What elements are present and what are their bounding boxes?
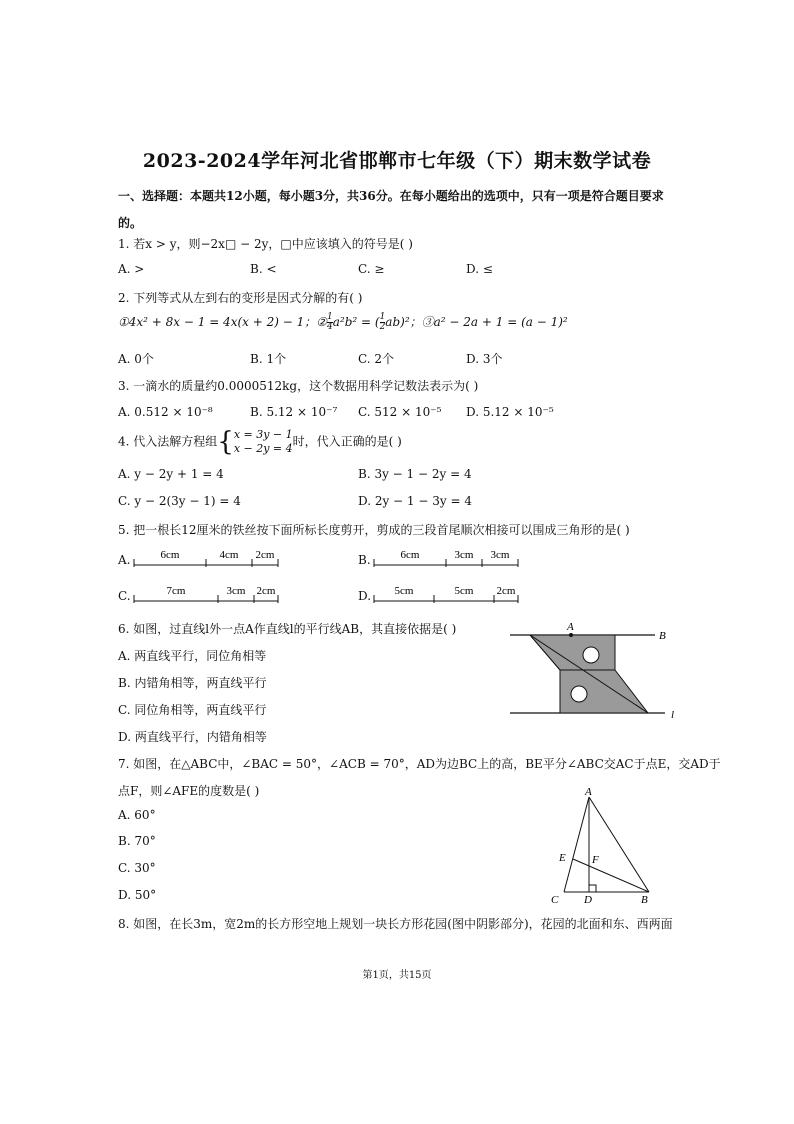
q2-option-a: A. 0个 (118, 352, 154, 366)
q7-figure (545, 785, 665, 910)
q5d-seg2: 5cm (454, 585, 474, 597)
q7-option-d: D. 50° (118, 888, 157, 902)
question-6-stem: 6. 如图，过直线l外一点A作直线l的平行线AB，其直接依据是( ) (118, 622, 457, 636)
q5-label-a: A. (118, 553, 131, 567)
q2-expr-2b: ab)²； (385, 315, 422, 329)
q5c-seg3: 2cm (256, 585, 276, 597)
q4-option-b: B. 3y − 1 − 2y = 4 (358, 467, 472, 481)
q5-label-b: B. (358, 553, 371, 567)
q5a-seg1: 6cm (160, 549, 180, 561)
q6-figure (505, 618, 685, 728)
q5-segment-a (132, 545, 282, 571)
q2-fraction-1: $\frac{1}{4}$ (327, 312, 333, 332)
q2-expr-2a: a²b² = ( (332, 315, 380, 329)
question-2-stem: 2. 下列等式从左到右的变形是因式分解的有( ) (118, 291, 363, 305)
q5a-seg3: 2cm (255, 549, 275, 561)
page-footer: 第1页，共15页 (362, 970, 432, 981)
q7-label-c: C (551, 894, 559, 906)
q5-segment-d (372, 581, 522, 607)
q2-expressions (118, 313, 568, 332)
q7-option-a: A. 60° (118, 808, 156, 822)
q6-label-a: A (567, 621, 574, 633)
q3-option-a: A. 0.512 × 10⁻⁸ (118, 405, 213, 419)
q5b-seg2: 3cm (454, 549, 474, 561)
q7-label-d: D (584, 894, 592, 906)
q2-expr-3: ③a² − 2a + 1 = (a − 1)² (421, 315, 568, 329)
question-5-stem: 5. 把一根长12厘米的铁丝按下面所标长度剪开，剪成的三段首尾顺次相接可以围成三角形的是( ) (118, 523, 630, 537)
q4-brace: { (217, 427, 234, 457)
section-header: 一、选择题：本题共12小题，每小题3分，共36分。在每小题给出的选项中，只有一项是符合题目要求的。 (118, 189, 664, 230)
q7-label-e: E (559, 852, 566, 864)
q5b-seg1: 6cm (400, 549, 420, 561)
q1-option-c: C. ≥ (358, 262, 385, 276)
q4-eq1: x = 3y − 1 (233, 428, 293, 441)
q3-option-d: D. 5.12 × 10⁻⁵ (466, 405, 554, 419)
question-8-stem: 8. 如图，在长3m，宽2m的长方形空地上规划一块长方形花园(图中阴影部分)，花园的北面和东、西两面 (118, 917, 673, 931)
q6-label-b: B (659, 630, 666, 642)
q2-option-d: D. 3个 (466, 352, 503, 366)
q6-label-l: l (671, 709, 675, 721)
q1-option-a: A. > (118, 262, 145, 276)
q5c-seg1: 7cm (166, 585, 186, 597)
q4-system (234, 428, 293, 456)
q6-option-a: A. 两直线平行，同位角相等 (118, 649, 267, 663)
q5b-seg3: 3cm (490, 549, 510, 561)
q7-label-a: A (585, 786, 592, 798)
q2-expr-1: ①4x² + 8x − 1 = 4x(x + 2) − 1； (118, 315, 317, 329)
q2-expr-2-marker: ② (316, 315, 327, 329)
q4-option-d: D. 2y − 1 − 3y = 4 (358, 494, 472, 508)
q5c-seg2: 3cm (226, 585, 246, 597)
q4-option-c: C. y − 2(3y − 1) = 4 (118, 494, 241, 508)
q2-fraction-2: $\frac{1}{2}$ (379, 312, 386, 332)
q4-stem-pre: 4. 代入法解方程组 (118, 434, 218, 449)
q7-label-b: B (641, 894, 648, 906)
q5-segment-c (132, 581, 282, 607)
q5-label-d: D. (358, 589, 372, 603)
q7-option-c: C. 30° (118, 861, 156, 875)
q6-option-d: D. 两直线平行，内错角相等 (118, 730, 267, 744)
q2-option-b: B. 1个 (250, 352, 287, 366)
q6-option-b: B. 内错角相等，两直线平行 (118, 676, 267, 690)
page-title: 2023-2024学年河北省邯郸市七年级（下）期末数学试卷 (142, 150, 652, 172)
q4-eq2: x − 2y = 4 (233, 442, 293, 455)
q4-option-a: A. y − 2y + 1 = 4 (118, 467, 224, 481)
q1-option-b: B. < (250, 262, 277, 276)
question-4-stem (118, 428, 402, 456)
question-7-stem-1: 7. 如图，在△ABC中，∠BAC = 50°，∠ACB = 70°，AD为边BC上的高，BE平分∠ABC交AC于点E，交AD于 (118, 757, 721, 771)
q1-option-d: D. ≤ (466, 262, 493, 276)
q5-segment-b (372, 545, 522, 571)
q2-option-c: C. 2个 (358, 352, 395, 366)
question-7-stem-2: 点F，则∠AFE的度数是( ) (118, 784, 260, 798)
q5d-seg3: 2cm (496, 585, 516, 597)
q5d-seg1: 5cm (394, 585, 414, 597)
q5-label-c: C. (118, 589, 131, 603)
q5a-seg2: 4cm (219, 549, 239, 561)
q4-stem-post: 时，代入正确的是( ) (292, 434, 402, 449)
q3-option-c: C. 512 × 10⁻⁵ (358, 405, 442, 419)
q7-option-b: B. 70° (118, 834, 156, 848)
question-3-stem: 3. 一滴水的质量约0.0000512kg，这个数据用科学记数法表示为( ) (118, 379, 479, 393)
q7-label-f: F (592, 854, 599, 866)
q6-option-c: C. 同位角相等，两直线平行 (118, 703, 267, 717)
q3-option-b: B. 5.12 × 10⁻⁷ (250, 405, 338, 419)
question-1-stem: 1. 若x > y，则−2x□ − 2y，□中应该填入的符号是( ) (118, 237, 413, 251)
